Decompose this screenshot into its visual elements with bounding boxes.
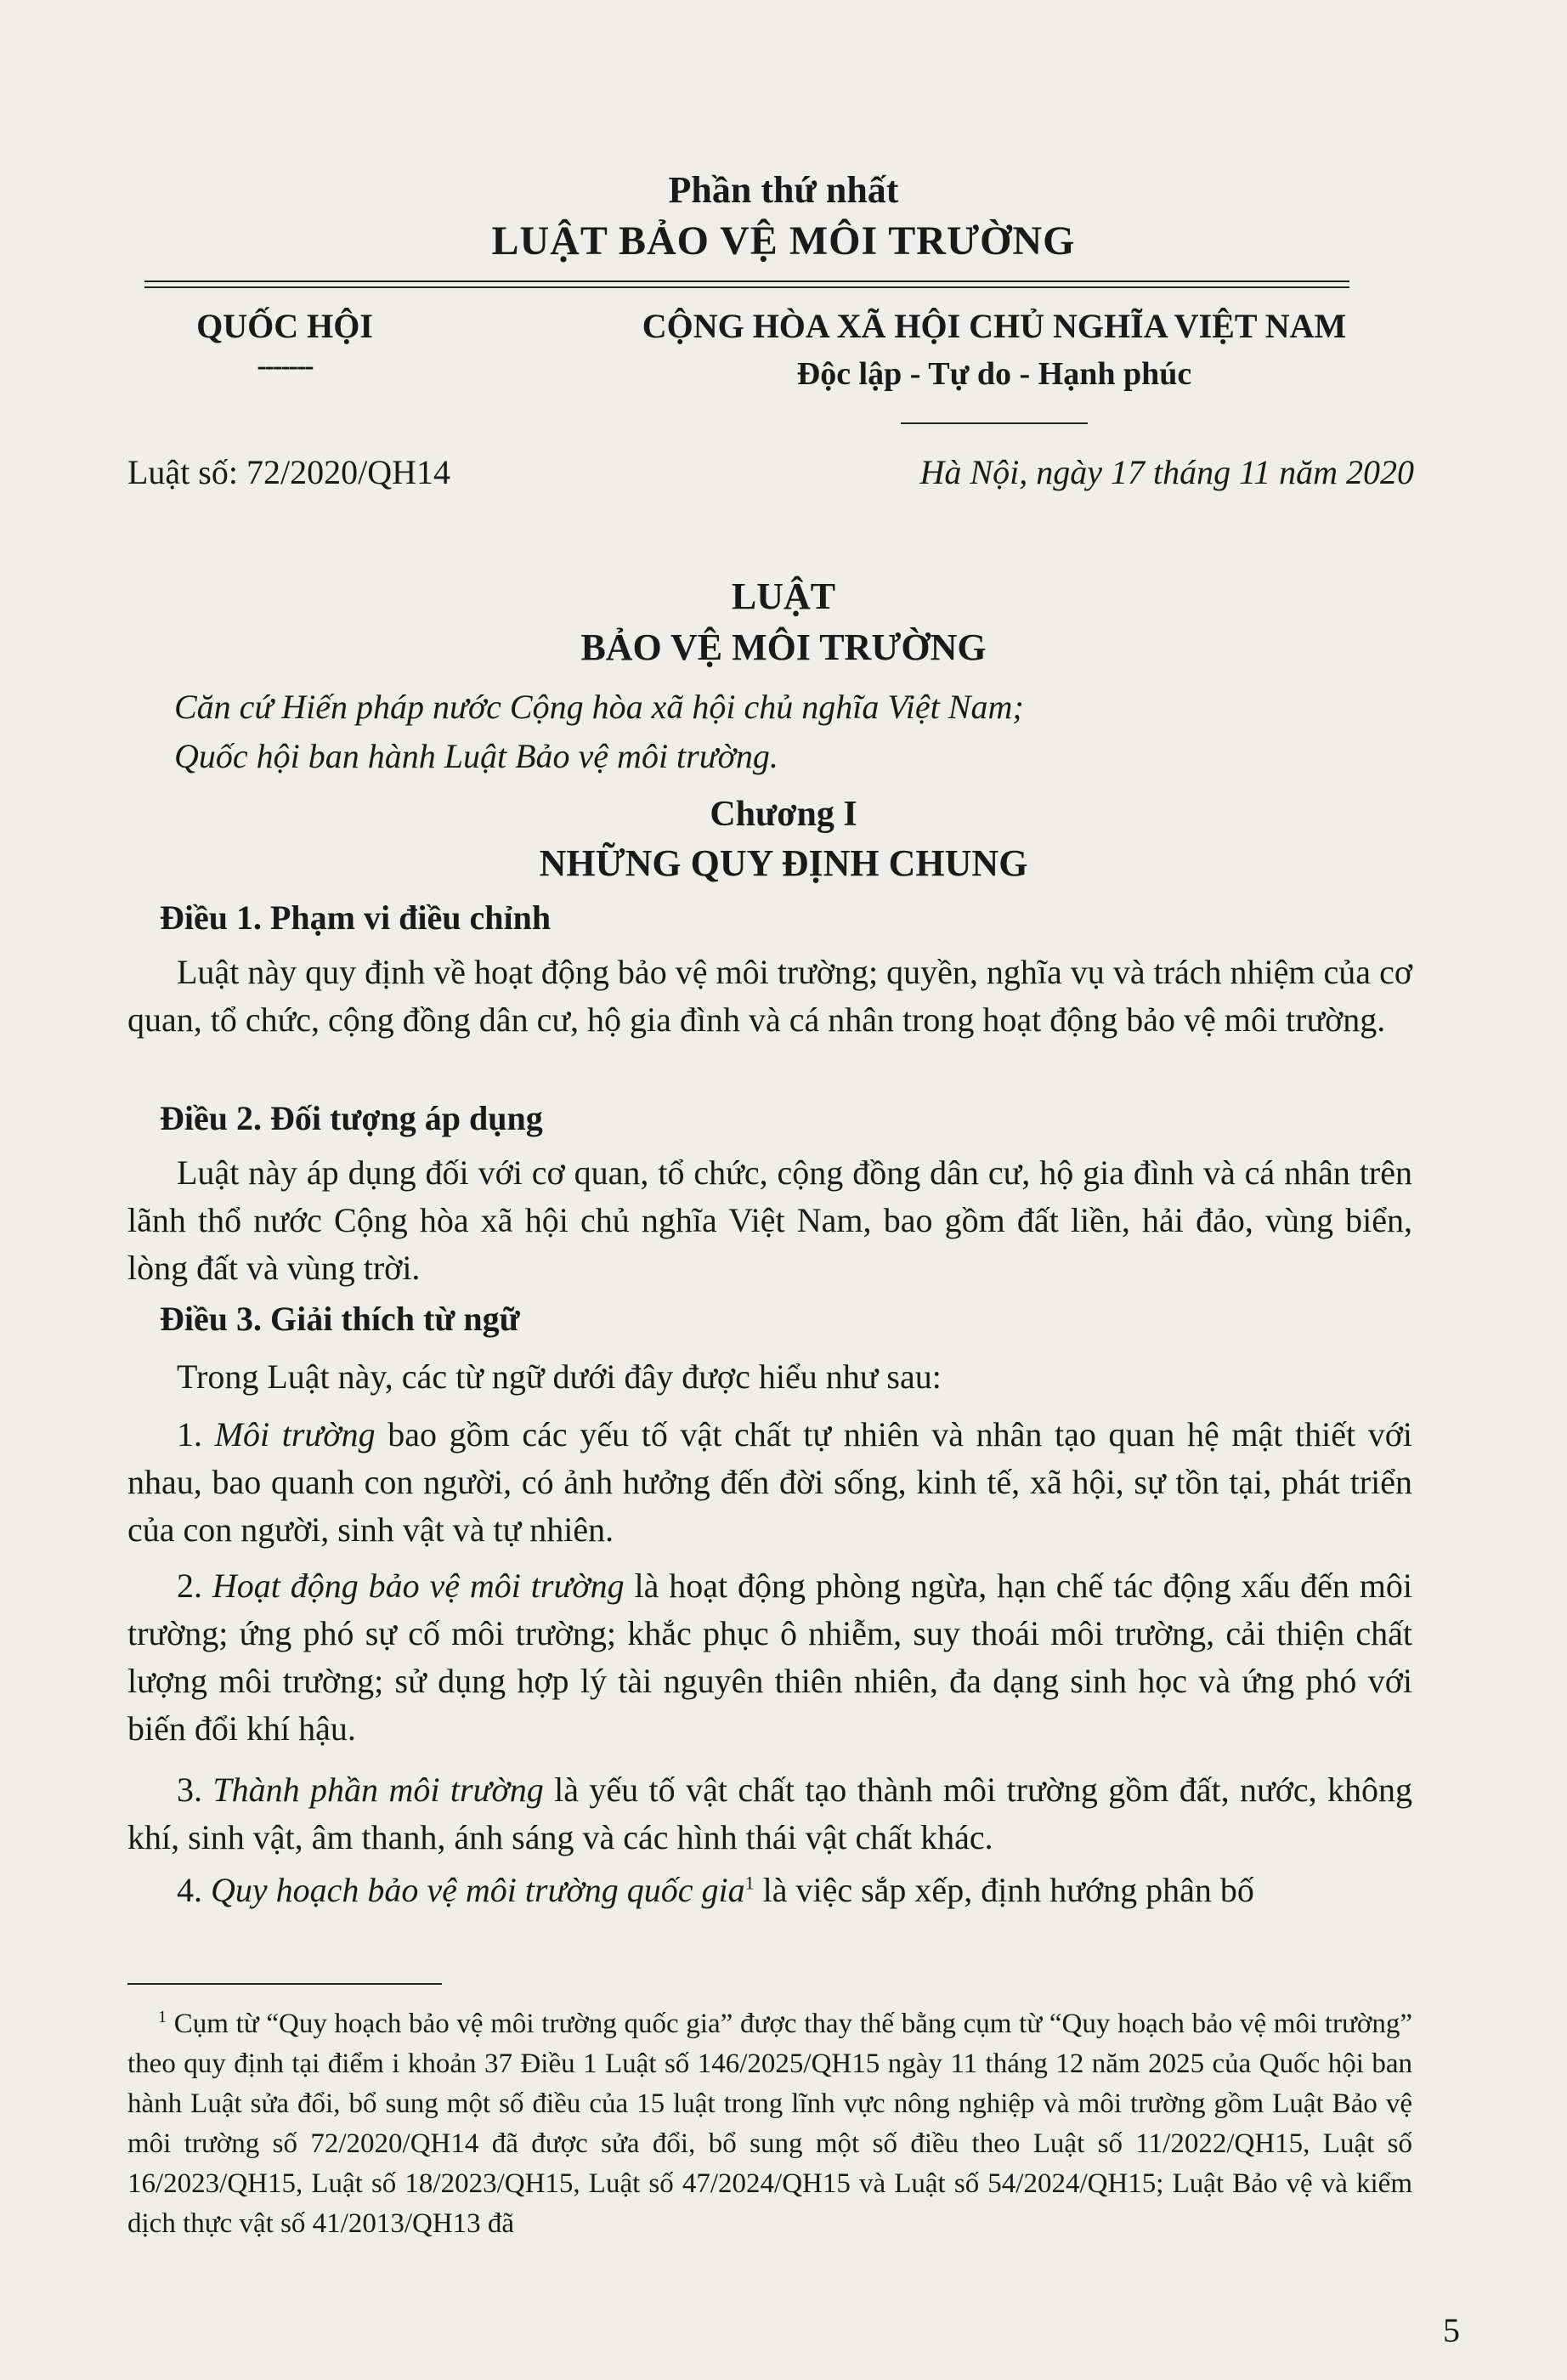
definition-3-term: Thành phần môi trường [212,1771,544,1809]
law-number: Luật số: 72/2020/QH14 [127,453,450,491]
republic-name: CỘNG HÒA XÃ HỘI CHỦ NGHĨA VIỆT NAM [642,307,1347,345]
footnote-mark: 1 [158,2008,167,2026]
definition-4: 4. Quy hoạch bảo vệ môi trường quốc gia$^1$ là việc sắp xếp, định hướng phân bố [177,1871,1254,1909]
issuer-name: QUỐC HỘI [196,307,373,345]
chapter-number: Chương I [710,795,857,834]
law-running-title: LUẬT BẢO VỆ MÔI TRƯỜNG [491,218,1076,264]
page-number: 5 [1443,2311,1460,2349]
definition-2: 2. Hoạt động bảo vệ môi trường là hoạt động phòng ngừa, hạn chế tác động xấu đến môi trường; ứng phó sự cố môi trường; khắc phục ô nhiễm, suy thoái môi trường, cải thiện chất lượng môi trường; sử dụng hợp lý tài nguyên thiên nhiên, đa dạng sinh học và ứng phó với biến đổi khí hậu. [127,1567,1413,1748]
motto-underline [901,422,1088,424]
header-rule-top [144,280,1349,282]
legal-basis-line: Quốc hội ban hành Luật Bảo vệ môi trường. [174,737,778,775]
definition-1-term: Môi trường [214,1415,376,1454]
place-date: Hà Nội, ngày 17 tháng 11 năm 2020 [919,453,1414,491]
national-motto: Độc lập - Tự do - Hạnh phúc [796,356,1192,392]
definition-1: 1. Môi trường bao gồm các yếu tố vật chất tự nhiên và nhân tạo quan hệ mật thiết với nhau, bao quanh con người, có ảnh hưởng đến đời sống, kinh tế, xã hội, sự tồn tại, phát triển của con người, sinh vật và tự nhiên. [127,1415,1413,1549]
definition-4-term: Quy hoạch bảo vệ môi trường quốc gia [211,1871,745,1909]
part-title: Phần thứ nhất [668,169,899,211]
document-type-heading: LUẬT [731,575,836,617]
article-1-title: Điều 1. Phạm vi điều chỉnh [160,898,552,937]
footnote-1: $^1$ Cụm từ “Quy hoạch bảo vệ môi trường quốc gia” được thay thế bằng cụm từ “Quy hoạch bảo vệ môi trường” theo quy định tại điểm i khoản 37 Điều 1 Luật số 146/2025/QH15 ngày 11 tháng 12 năm 2025 của Quốc hội ban hành Luật sửa đổi, bổ sung một số điều của 15 luật trong lĩnh vực nông nghiệp và môi trường gồm Luật Bảo vệ môi trường số 72/2020/QH14 đã được sửa đổi, bổ sung một số điều theo Luật số 11/2022/QH15, Luật số 16/2023/QH15, Luật số 18/2023/QH15, Luật số 47/2024/QH15 và Luật số 54/2024/QH15; Luật Bảo vệ và kiểm dịch thực vật số 41/2013/QH13 đã [127,2008,1412,2239]
footnote-separator [127,1983,442,1985]
article-2-title: Điều 2. Đối tượng áp dụng [160,1099,543,1137]
footnote-reference: 1 [744,1872,755,1894]
header-rule-bottom [144,286,1349,288]
article-1-text: Luật này quy định về hoạt động bảo vệ môi trường; quyền, nghĩa vụ và trách nhiệm của cơ quan, tổ chức, cộng đồng dân cư, hộ gia đình và cá nhân trong hoạt động bảo vệ môi trường. [127,953,1412,1039]
document-title-heading: BẢO VỆ MÔI TRƯỜNG [580,626,987,668]
definition-3: 3. Thành phần môi trường là yếu tố vật chất tạo thành môi trường gồm đất, nước, không khí, sinh vật, âm thanh, ánh sáng và các hình thái vật chất khác. [127,1771,1413,1856]
definition-2-term: Hoạt động bảo vệ môi trường [212,1567,625,1605]
article-3-title: Điều 3. Giải thích từ ngữ [160,1300,520,1338]
legal-basis-line: Căn cứ Hiến pháp nước Cộng hòa xã hội chủ nghĩa Việt Nam; [174,688,1024,726]
chapter-name: NHỮNG QUY ĐỊNH CHUNG [539,842,1028,884]
article-3-intro: Trong Luật này, các từ ngữ dưới đây được hiểu như sau: [177,1357,942,1396]
article-2-text: Luật này áp dụng đối với cơ quan, tổ chức, cộng đồng dân cư, hộ gia đình và cá nhân trên lãnh thổ nước Cộng hòa xã hội chủ nghĩa Việt Nam, bao gồm đất liền, hải đảo, vùng biển, lòng đất và vùng trời. [127,1153,1412,1287]
issuer-dash: ------- [257,350,313,382]
